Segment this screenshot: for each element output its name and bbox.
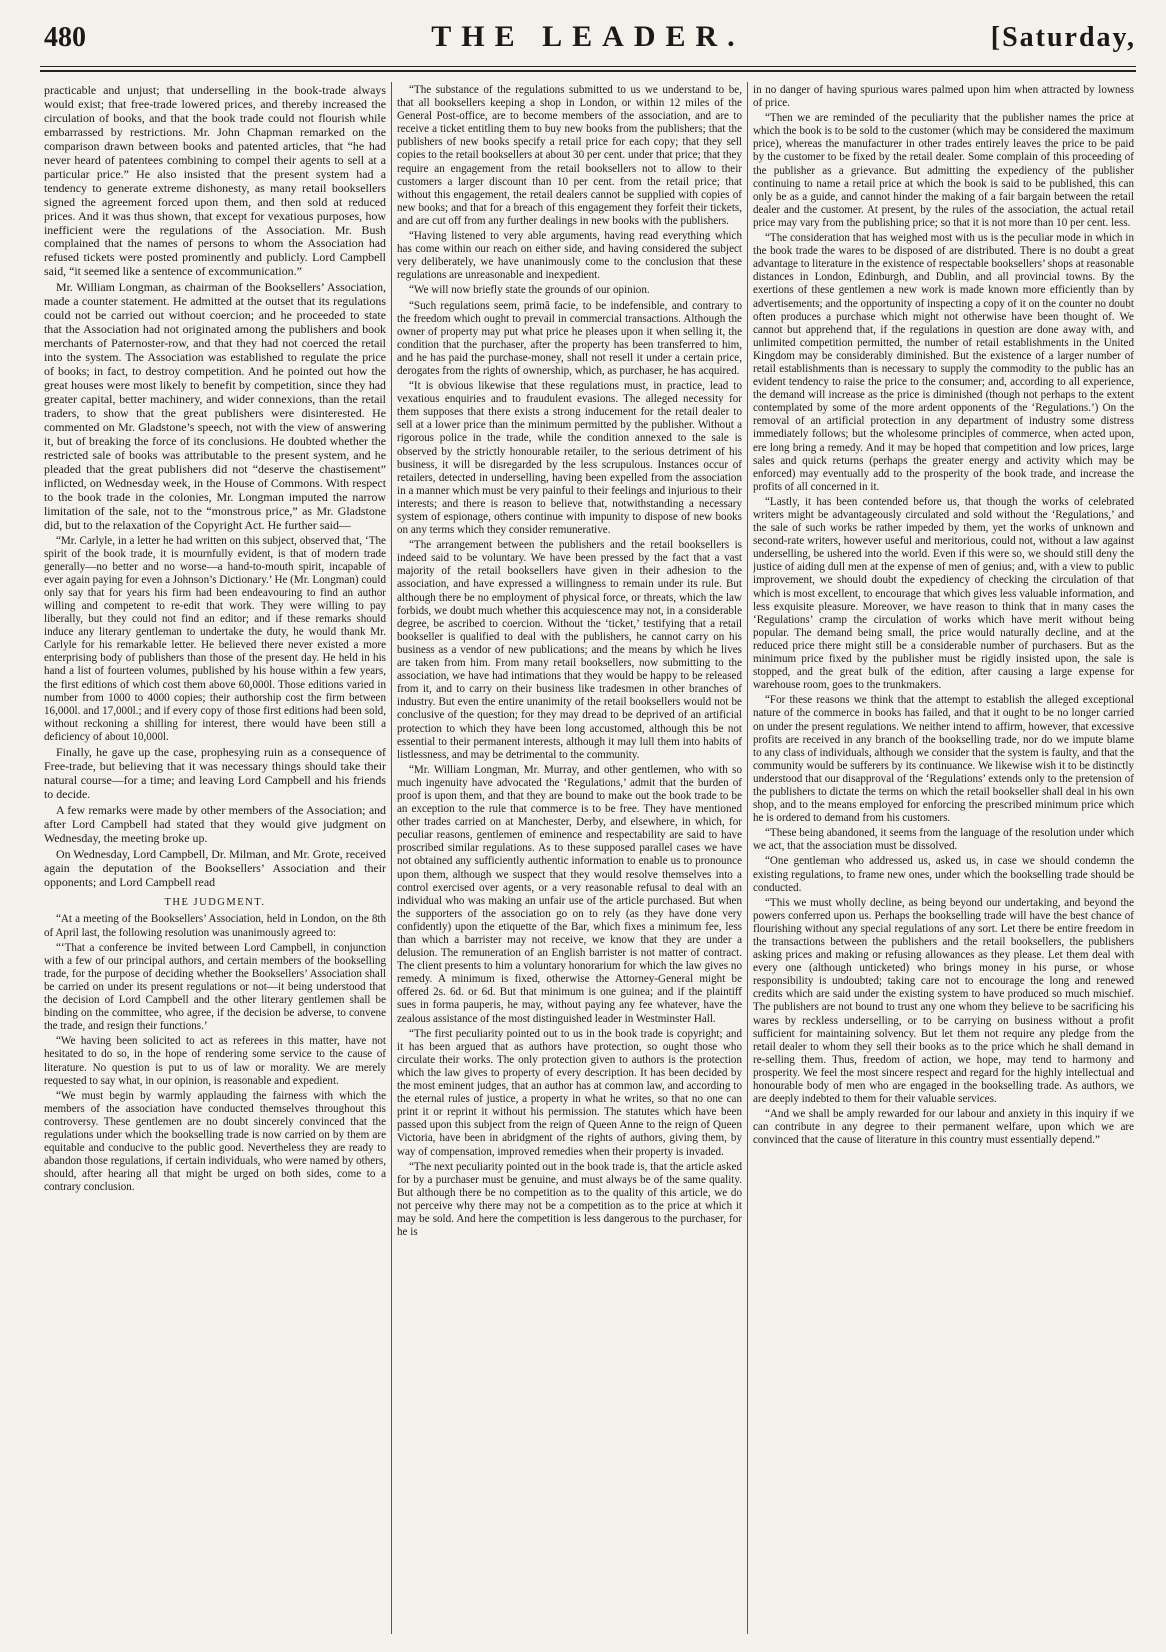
column-1	[44, 84, 386, 1632]
quoted-paragraph: “At a meeting of the Booksellers’ Association, held in London, on the 8th of April last, the following resolution was unanimously agreed to:	[44, 913, 386, 939]
column-2	[397, 84, 742, 1632]
quoted-paragraph: “Mr. Carlyle, in a letter he had written on this subject, observed that, ‘The spirit of the book trade, it is mournfully evident, is that of modern trade generally—no better and no worse—a hand-to-mouth spirit, incapable of ever again paying for even a Johnson’s Dictionary.’ He (Mr. Longman) could only say that for years his firm had been endeavouring to find an author willing and competent to re-edit that work. They were willing to pay liberally, but they could not find an editor; and if these remarks should induce any literary gentleman to undertake the duty, he would thank Mr. Carlyle for his remarkable letter. He believed there never existed a more enterprising body of publishers than those of the present day. He held in his hand a list of fourteen volumes, published by his house within a few years, the first editions of which cost them above 60,000l. Those editions varied in number from 1000 to 4000 copies; their authorship cost the firm between 16,000l. and 17,000l.; and if every copy of those first editions had been sold, without reckoning a shilling for interest, there would have been still a deficiency of about 10,000l.	[44, 534, 386, 743]
column-divider	[391, 82, 392, 1634]
newspaper-title: THE LEADER.	[431, 20, 745, 53]
quoted-paragraph: “It is obvious likewise that these regulations must, in practice, lead to vexatious enquiries and to fraudulent evasions. The alleged necessity for them supposes that there exists a strong inducement for the retail dealer to sell at a lower price than the minimum permitted by the publisher. Without a rigorous police in the trade, while the condition annexed to the sale is observed by the strictly honourable retailer, to the serious detriment of his business, it will be disregarded by the less scrupulous. Instances occur of retailers, detected in underselling, having been expelled from the association in a manner which must be very painful to their feelings and injurious to their interests; and there is reason to believe that, notwithstanding a necessary system of espionage, others continue with impunity to dispose of new books on any terms which they consider remunerative.	[397, 380, 742, 537]
quoted-paragraph: “Having listened to very able arguments, having read everything which has come within our reach on either side, and having considered the subject very deliberately, we have unanimously come to the conclusion that these regulations are unreasonable and inexpedient.	[397, 230, 742, 282]
quoted-paragraph: “Such regulations seem, primâ facie, to be indefensible, and contrary to the freedom which ought to prevail in commercial transactions. Although the owner of property may put what price he pleases upon it when selling it, the condition that the purchaser, after the property has been transferred to him, and he has paid the purchase-money, shall not resell it under a certain price, derogates from the rights of ownership, which, as purchaser, he has acquired.	[397, 299, 742, 377]
page-number: 480	[44, 22, 86, 53]
paragraph: Finally, he gave up the case, prophesying ruin as a consequence of Free-trade, but believing that it was necessary things should take their natural course—for a time; and leaving Lord Campbell and his friends to decide.	[44, 745, 386, 801]
paragraph: A few remarks were made by other members of the Association; and after Lord Campbell had stated that they would give judgment on Wednesday, the meeting broke up.	[44, 802, 386, 845]
section-heading: THE JUDGMENT.	[164, 896, 266, 908]
quoted-paragraph: “We having been solicited to act as referees in this matter, have not hesitated to do so, in the hope of rendering some service to the cause of literature. No question is put to us of law or morality. We are merely requested to say what, in our opinion, is reasonable and expedient.	[44, 1035, 386, 1087]
quoted-paragraph: “The consideration that has weighed most with us is the peculiar mode in which in the book trade the wares to be disposed of are distributed. There is no doubt a great advantage to literature in the existence of respectable booksellers’ shops at reasonable distances in London, Edinburgh, and Dublin, and all provincial towns. By the exertions of these gentlemen a new work is made known more efficiently than by advertisements; and the opportunity of inspecting a copy of it on the counter no doubt often produces a purchase which might not otherwise have been thought of. We cannot but apprehend that, if the regulations in question are done away with, and unlimited competition permitted, the number of retail establishments in the United Kingdom may be considerably diminished. But the existence of a larger number of retail establishments than is necessary to supply the commodity to the public has an evident tendency to raise the price to the consumer; and, according to all experience, the demand will increase as the price is diminished (though not perhaps to the extent contemplated by some of the more ardent opponents of the ‘Regulations.’) On the removal of an artificial protection in any department of industry some distress immediately follows; but the wholesome principles of commerce, when acted upon, ere long bring a remedy. And it may be hoped that competition and low prices, large sales and quick returns (perhaps the greater energy and activity which may be enforced) may eventually add to the prosperity of the book trade, and increase the profits of all concerned in it.	[753, 232, 1134, 493]
header-rule	[40, 66, 1136, 67]
quoted-paragraph: “The substance of the regulations submitted to us we understand to be, that all booksellers keeping a shop in London, or within 12 miles of the General Post-office, are to become members of the association, and are to receive a ticket entitling them to buy new books from the publishers; that the publishers of new books specify a retail price for each copy; that they sell copies to the retail booksellers at about 30 per cent. under that price; that they require an engagement from the retail booksellers not to allow to their customers a larger discount than 10 per cent. from the retail price; that without this engagement, the retail dealers cannot be supplied with copies of new books; and that for a breach of this engagement they forfeit their tickets, and are cut off from any further dealings in new books with the publishers.	[397, 84, 742, 227]
header-rule-thick	[40, 70, 1136, 72]
quoted-paragraph: “And we shall be amply rewarded for our labour and anxiety in this inquiry if we can contribute in any degree to their permanent welfare, upon which we are convinced that the cause of literature in this country must essentially depend.”	[753, 1108, 1134, 1147]
column-3	[753, 84, 1134, 1632]
quoted-paragraph: “These being abandoned, it seems from the language of the resolution under which we act, that the association must be dissolved.	[753, 827, 1134, 853]
quoted-paragraph: “Mr. William Longman, Mr. Murray, and other gentlemen, who with so much ingenuity have advocated the ‘Regulations,’ admit that the burden of proof is upon them, and that they are bound to make out the book trade to be an exception to the rule that commerce is to be free. They have mentioned other trades carried on at Manchester, Derby, and elsewhere, in which, for peculiar reasons, gentlemen of eminence and respectability are said to have proscribed similar regulations. As to these supposed parallel cases we have not obtained any sufficiently authentic information to enable us to pronounce upon them, although we suspect that they would resolve themselves into a control exercised over agents, or a very reasonable refusal to deal with an individual who was making an unfair use of the article purchased. But when the supporters of the association go on to rely (as they have done very confidently) upon the etiquette of the Bar, which fixes a minimum fee, less than which a barrister may not receive, we know that they are under a delusion. The remuneration of an English barrister is not matter of contract. The client presents to him a voluntary honorarium for which the law gives no remedy. A minimum is fixed, otherwise the Attorney-General might be offered 2s. 6d. or 6d. But that minimum is one guinea; and if the plaintiff sues in forma pauperis, he may, without paying any fee whatever, have the zealous assistance of the most distinguished leader in Westminster Hall.	[397, 763, 742, 1025]
quoted-paragraph: “For these reasons we think that the attempt to establish the alleged exceptional nature of the commerce in books has failed, and that it ought to be no longer carried on under the present regulations. We neither intend to affirm, however, that excessive profits are received in any branch of the bookselling trade, nor do we impute blame to any class of individuals, although we consider that the system is faulty, and that the community would be sufferers by its continuance. We likewise wish it to be distinctly understood that our disapproval of the ‘Regulations’ extends only to the pretension of the publishers to dictate the terms on which the retail bookseller shall deal in his own shop, and to the means employed for enforcing the prescribed minimum price which he is ordered to demand from his customers.	[753, 694, 1134, 825]
quoted-paragraph: “Lastly, it has been contended before us, that though the works of celebrated writers might be advantageously circulated and sold without the ‘Regulations,’ and the sale of such works be rather impeded by them, yet the works of unknown and second-rate writers, however useful and meritorious, could not, without a law against underselling, be ushered into the world. Even if this were so, we should still deny the justice of aiding dull men at the expense of men of genius; and, with a view to public improvement, we should doubt the expediency of checking the circulation of that which is most excellent, to encourage that which gives less valuable information, and less exquisite pleasure. Moreover, we have reason to think that in many cases the ‘Regulations’ cramp the circulation of works which have merit without being popular. The demand being small, the price would naturally decline, and at the reduced price there might still be a considerable number of purchasers. But as the minimum price fixed by the publisher must be rigidly insisted upon, the sale is stopped, and the great bulk of the edition, after causing a large expense for warehouse room, goes to the trunkmakers.	[753, 495, 1134, 692]
quoted-paragraph: in no danger of having spurious wares palmed upon him when attracted by lowness of price.	[753, 84, 1134, 110]
paragraph: practicable and unjust; that underselling in the book-trade always would exist; that free-trade lowered prices, and thereby increased the circulation of books, and that the book trade could not flourish while embarrassed by restrictions. Mr. John Chapman remarked on the comparison drawn between books and patented articles, that “he had never heard of patentees combining to compel their agents to sell at a particular price.” He also insisted that the present system had a tendency to generate extreme dishonesty, as many retail booksellers signed the agreement forced upon them, and then sold at reduced prices. And it was thus shown, that except for vexatious purposes, how inefficient were the regulations of the Association. Mr. Bush complained that the names of persons to whom the Association had refused tickets were posted prominently and publicly. Lord Campbell said, “it seemed like a sentence of excommunication.”	[44, 84, 386, 279]
paragraph: Mr. William Longman, as chairman of the Booksellers’ Association, made a counter statement. He admitted at the outset that its regulations could not be carried out without coercion; and he proceeded to state that the Association had not originated among the publishers and book merchants of Paternoster-row, and that they had not coerced the retail into the system. The Association was established to regulate the price of books; in fact, to destroy competition. And he pointed out how the great houses were most likely to benefit by competition, since they had greater capital, better machinery, and wider connexions, than the retail traders, to show that the great publishers were disinterested. He commented on Mr. Gladstone’s speech, not with the view of answering it, but of breaking the force of its conclusions. He doubted whether the restricted sale of books was attributable to the present system, and he pleaded that the great publishers did not “deserve the chastisement” inflicted, on Wednesday week, in the House of Commons. With respect to the book trade in the colonies, Mr. Longman imputed the narrow limitation of the sale, not to the “monstrous price,” as Mr. Gladstone did, but to the relaxation of the Copyright Act. He further said—	[44, 280, 386, 532]
quoted-paragraph: “The arrangement between the publishers and the retail booksellers is indeed said to be voluntary. We have been pressed by the fact that a vast majority of the retail booksellers have given in their adhesion to the association, and have expressed a willingness to remain under its rule. But although there be no employment of physical force, or threats, which the law forbids, we doubt much whether this acquiescence may not, in a considerable degree, be ascribed to coercion. Without the ‘ticket,’ testifying that a retail bookseller is qualified to deal with the publishers, he cannot carry on his business as a vendor of new publications; and the means by which he lives are taken from him. From many retail booksellers, now submitting to the association, we have had intimations that they would be happy to be released from it, and to carry on their business like tradesmen in other branches of industry. But even the entire unanimity of the retail booksellers would not be conclusive of the question; for they may dread to be deprived of an artificial protection to which they have been long accustomed, although this be not essential to their permanent interests, although it may lull them into habits of listlessness, and may be detrimental to the community.	[397, 539, 742, 761]
quoted-paragraph: “Then we are reminded of the peculiarity that the publisher names the price at which the book is to be sold to the customer (which may be considered the maximum price), whereas the manufacturer in other trades entirely leaves the price to be paid by the customer to be fixed by the retail dealer. Some complain of this proceeding of the publisher as a grievance. But admitting the expediency of the publisher continuing to name a retail price at which the book is said to be published, this can only be as a guide, and cannot hinder the making of a fair bargain between the retail dealer and the customer. At present, by the rules of the association, the actual retail price may vary from the publishing price; so that it is not more than 10 per cent. less.	[753, 112, 1134, 229]
issue-day: [Saturday,	[990, 22, 1136, 53]
masthead	[40, 18, 1136, 62]
quoted-paragraph: “One gentleman who addressed us, asked us, in case we should condemn the existing regulations, to frame new ones, under which the bookselling trade should be conducted.	[753, 855, 1134, 894]
quoted-paragraph: “The first peculiarity pointed out to us in the book trade is copyright; and it has been argued that as authors have protection, so ought those who circulate their works. The only protection given to authors is the protection which the law gives to property of every description. It has been decided by the most eminent judges, that an author has at common law, and according to the eternal rules of justice, a property in what he writes, so that no one can print it or reprint it without his permission. The statutes which have been passed upon this subject from the reign of Queen Anne to the reign of Queen Victoria, have been in abridgment of the rights of authors, giving them, by way of compensation, improved remedies when their property is invaded.	[397, 1027, 742, 1158]
quoted-paragraph: “We must begin by warmly applauding the fairness with which the members of the association have conducted themselves throughout this controversy. These gentlemen are no doubt sincerely convinced that the regulations under which the bookselling trade is now carried on by them are equitable and conducive to the public good. Nevertheless they are ready to abandon those regulations, if certain individuals, who were named by others, should, after hearing all that might be urged on both sides, come to a contrary conclusion.	[44, 1089, 386, 1194]
quoted-paragraph: “We will now briefly state the grounds of our opinion.	[409, 284, 650, 297]
paragraph: On Wednesday, Lord Campbell, Dr. Milman, and Mr. Grote, received again the deputation of the Booksellers’ Association and their opponents; and Lord Campbell read	[44, 846, 386, 889]
quoted-paragraph: “‘That a conference be invited between Lord Campbell, in conjunction with a few of our principal authors, and certain members of the bookselling trade, for the purpose of deciding whether the Booksellers’ Association shall be carried on under its present regulations or not—it being understood that the decision of Lord Campbell and the other literary gentlemen shall be binding on the committee, who agree, if the decision be adverse, to convene the trade, and resign their functions.’	[44, 941, 386, 1033]
quoted-paragraph: “This we must wholly decline, as being beyond our undertaking, and beyond the powers conferred upon us. Perhaps the bookselling trade will have the best chance of flourishing without any special regulations of any sort. Let there be entire freedom in the transactions between the publishers and the retail booksellers, the publishers asking prices and making or refusing allowances as they please. Let them deal with every one (although unticketed) who brings money in his purse, or whose responsibility is undoubted; taking care not to encourage the long and renewed credits which are said under the existing system to have produced so much mischief. The publishers are not bound to trust any one whom they believe to be sacrificing his wares by reckless underselling, or to be carrying on business without a profit sufficient for maintaining solvency. But let them not require any pledge from the retail dealer to whom they sell their books as to the price which he shall demand in re-selling them. Thus, freedom of action, we hope, may tend to harmony and prosperity. We feel the most sincere respect and regard for the highly intellectual and honourable body of men who are engaged in the bookselling trade. As authors, we are deeply indebted to them for their valuable services.	[753, 896, 1134, 1106]
column-divider	[747, 82, 748, 1634]
quoted-paragraph: “The next peculiarity pointed out in the book trade is, that the article asked for by a purchaser must be genuine, and must always be of the same quality. But although there be no competition as to the quality of this article, we do not perceive why there may not be a competition as to the price at which it may be sold. And here the competition is less dangerous to the purchaser, for he is	[397, 1160, 742, 1239]
